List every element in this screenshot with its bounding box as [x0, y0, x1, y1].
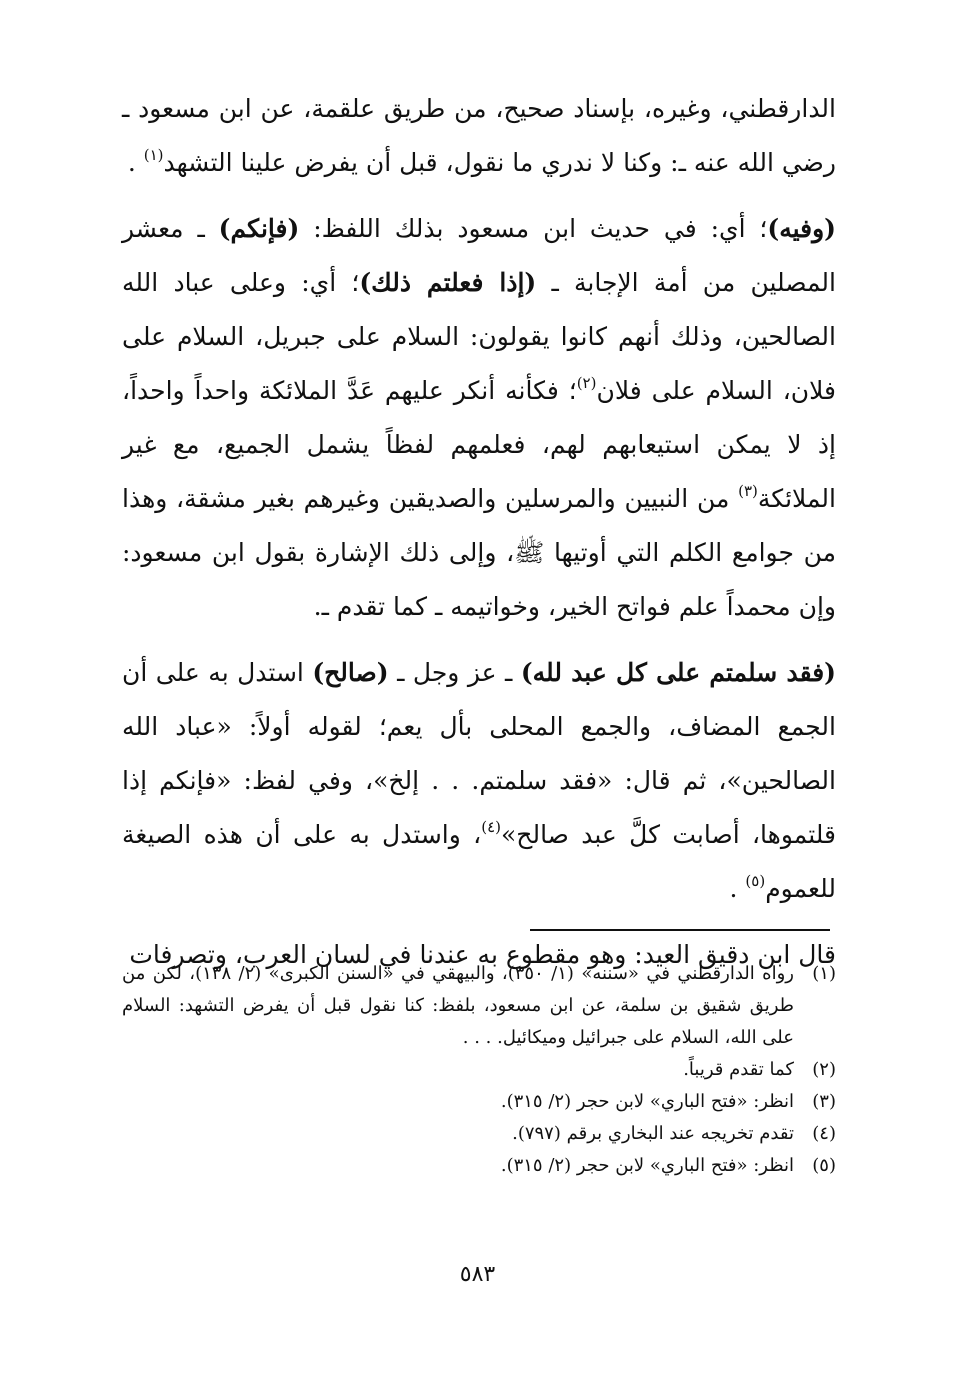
text-run: من النبيين والمرسلين والصديقين وغيرهم بغير مشقة، وهذا من جوامع الكلم التي أوتيها ﷺ، وإلى ذلك الإشارة بقول ابن مسعود: وإن محمداً علم فواتح الخير، وخواتيمه ـ كما تقدم ـ. [122, 484, 836, 621]
paragraph-2 [122, 202, 836, 634]
footnote-item [122, 1150, 836, 1182]
footnote-item [122, 1054, 836, 1086]
paragraph-1 [122, 82, 836, 190]
page-number: ٥٨٣ [459, 1262, 496, 1287]
footnote-number: (٢) [812, 1059, 836, 1080]
text-run: ؛ أي: في حديث ابن مسعود بذلك اللفظ: [299, 214, 768, 243]
footnote-number: (٥) [812, 1155, 836, 1176]
bold-phrase: (فإنكم) [218, 214, 300, 243]
text-run: الدارقطني، وغيره، بإسناد صحيح، من طريق علقمة، عن ابن مسعود ـ رضي الله عنه ـ: وكنا لا ندري ما نقول، قبل أن يفرض علينا التشهد [122, 94, 836, 177]
footnote-text: كما تقدم قريباً. [683, 1059, 794, 1080]
footnote-item [122, 1086, 836, 1118]
footnote-reference: (٥) [745, 871, 766, 890]
text-run: ـ معشر المصلين من أمة الإجابة ـ [122, 214, 836, 297]
footnote-number: (٤) [812, 1123, 836, 1144]
footnote-text: تقدم تخريجه عند البخاري برقم (٧٩٧). [512, 1123, 794, 1144]
text-run: ، واستدل به على أن هذه الصيغة للعموم [122, 820, 836, 903]
footnote-item [122, 1118, 836, 1150]
footnote-text: انظر: «فتح الباري» لابن حجر (٢/ ٣١٥). [500, 1155, 794, 1176]
text-run: قال ابن دقيق العيد: وهو مقطوع به عندنا في لسان العرب، وتصرفات [129, 940, 836, 969]
footnote-reference: (٣) [738, 481, 758, 500]
text-run: . [127, 148, 144, 177]
main-text [122, 82, 836, 982]
text-run: ـ عز وجل ـ [388, 658, 521, 687]
text-run: . [729, 874, 746, 903]
bold-phrase: (فقد سلمتم على كل عبد لله) [520, 658, 836, 687]
footnote-reference: (٢) [576, 373, 597, 392]
footnote-number: (١) [812, 963, 836, 984]
bold-phrase: (صالح) [312, 658, 389, 687]
text-run: ؛ فكأنه أنكر عليهم عَدَّ الملائكة واحداً واحداً، إذ لا يمكن استيعابهم لهم، فعلمهم لفظاً يشمل الجميع، مع غير الملائكة [122, 376, 836, 513]
bold-phrase: (إذا فعلتم ذلك) [359, 268, 537, 297]
footnote-number: (٣) [812, 1091, 836, 1112]
bold-phrase: (وفيه) [767, 214, 836, 243]
footnotes [122, 958, 836, 1182]
footnote-text: رواه الدارقطني في «سننه» (١/ ٣٥٠)، والبيهقي في «السنن الكبرى» (٢/ ١٣٨)، لكن من طريق شقيق بن سلمة، عن ابن مسعود، بلفظ: كنا نقول قبل أن يفرض التشهد: السلام على الله، السلام على جبرائيل وميكائيل. . . . [122, 963, 794, 1048]
paragraph-3 [122, 646, 836, 916]
footnote-divider [530, 929, 830, 931]
text-run: استدل به على أن الجمع المضاف، والجمع المحلى بأل يعم؛ لقوله أولاً: «عباد الله الصالحين»، ثم قال: «فقد سلمتم. . . إلخ»، وفي لفظ: «فإنكم إذا قلتموها، أصابت كلَّ عبد صالح» [122, 658, 836, 849]
footnote-reference: (١) [143, 145, 164, 164]
text-run: ؛ أي: وعلى عباد الله الصالحين، وذلك أنهم كانوا يقولون: السلام على جبريل، السلام على فلان، السلام على فلان [122, 268, 836, 405]
footnote-reference: (٤) [481, 817, 502, 836]
footnote-item [122, 958, 836, 1054]
footnote-text: انظر: «فتح الباري» لابن حجر (٢/ ٣١٥). [500, 1091, 794, 1112]
